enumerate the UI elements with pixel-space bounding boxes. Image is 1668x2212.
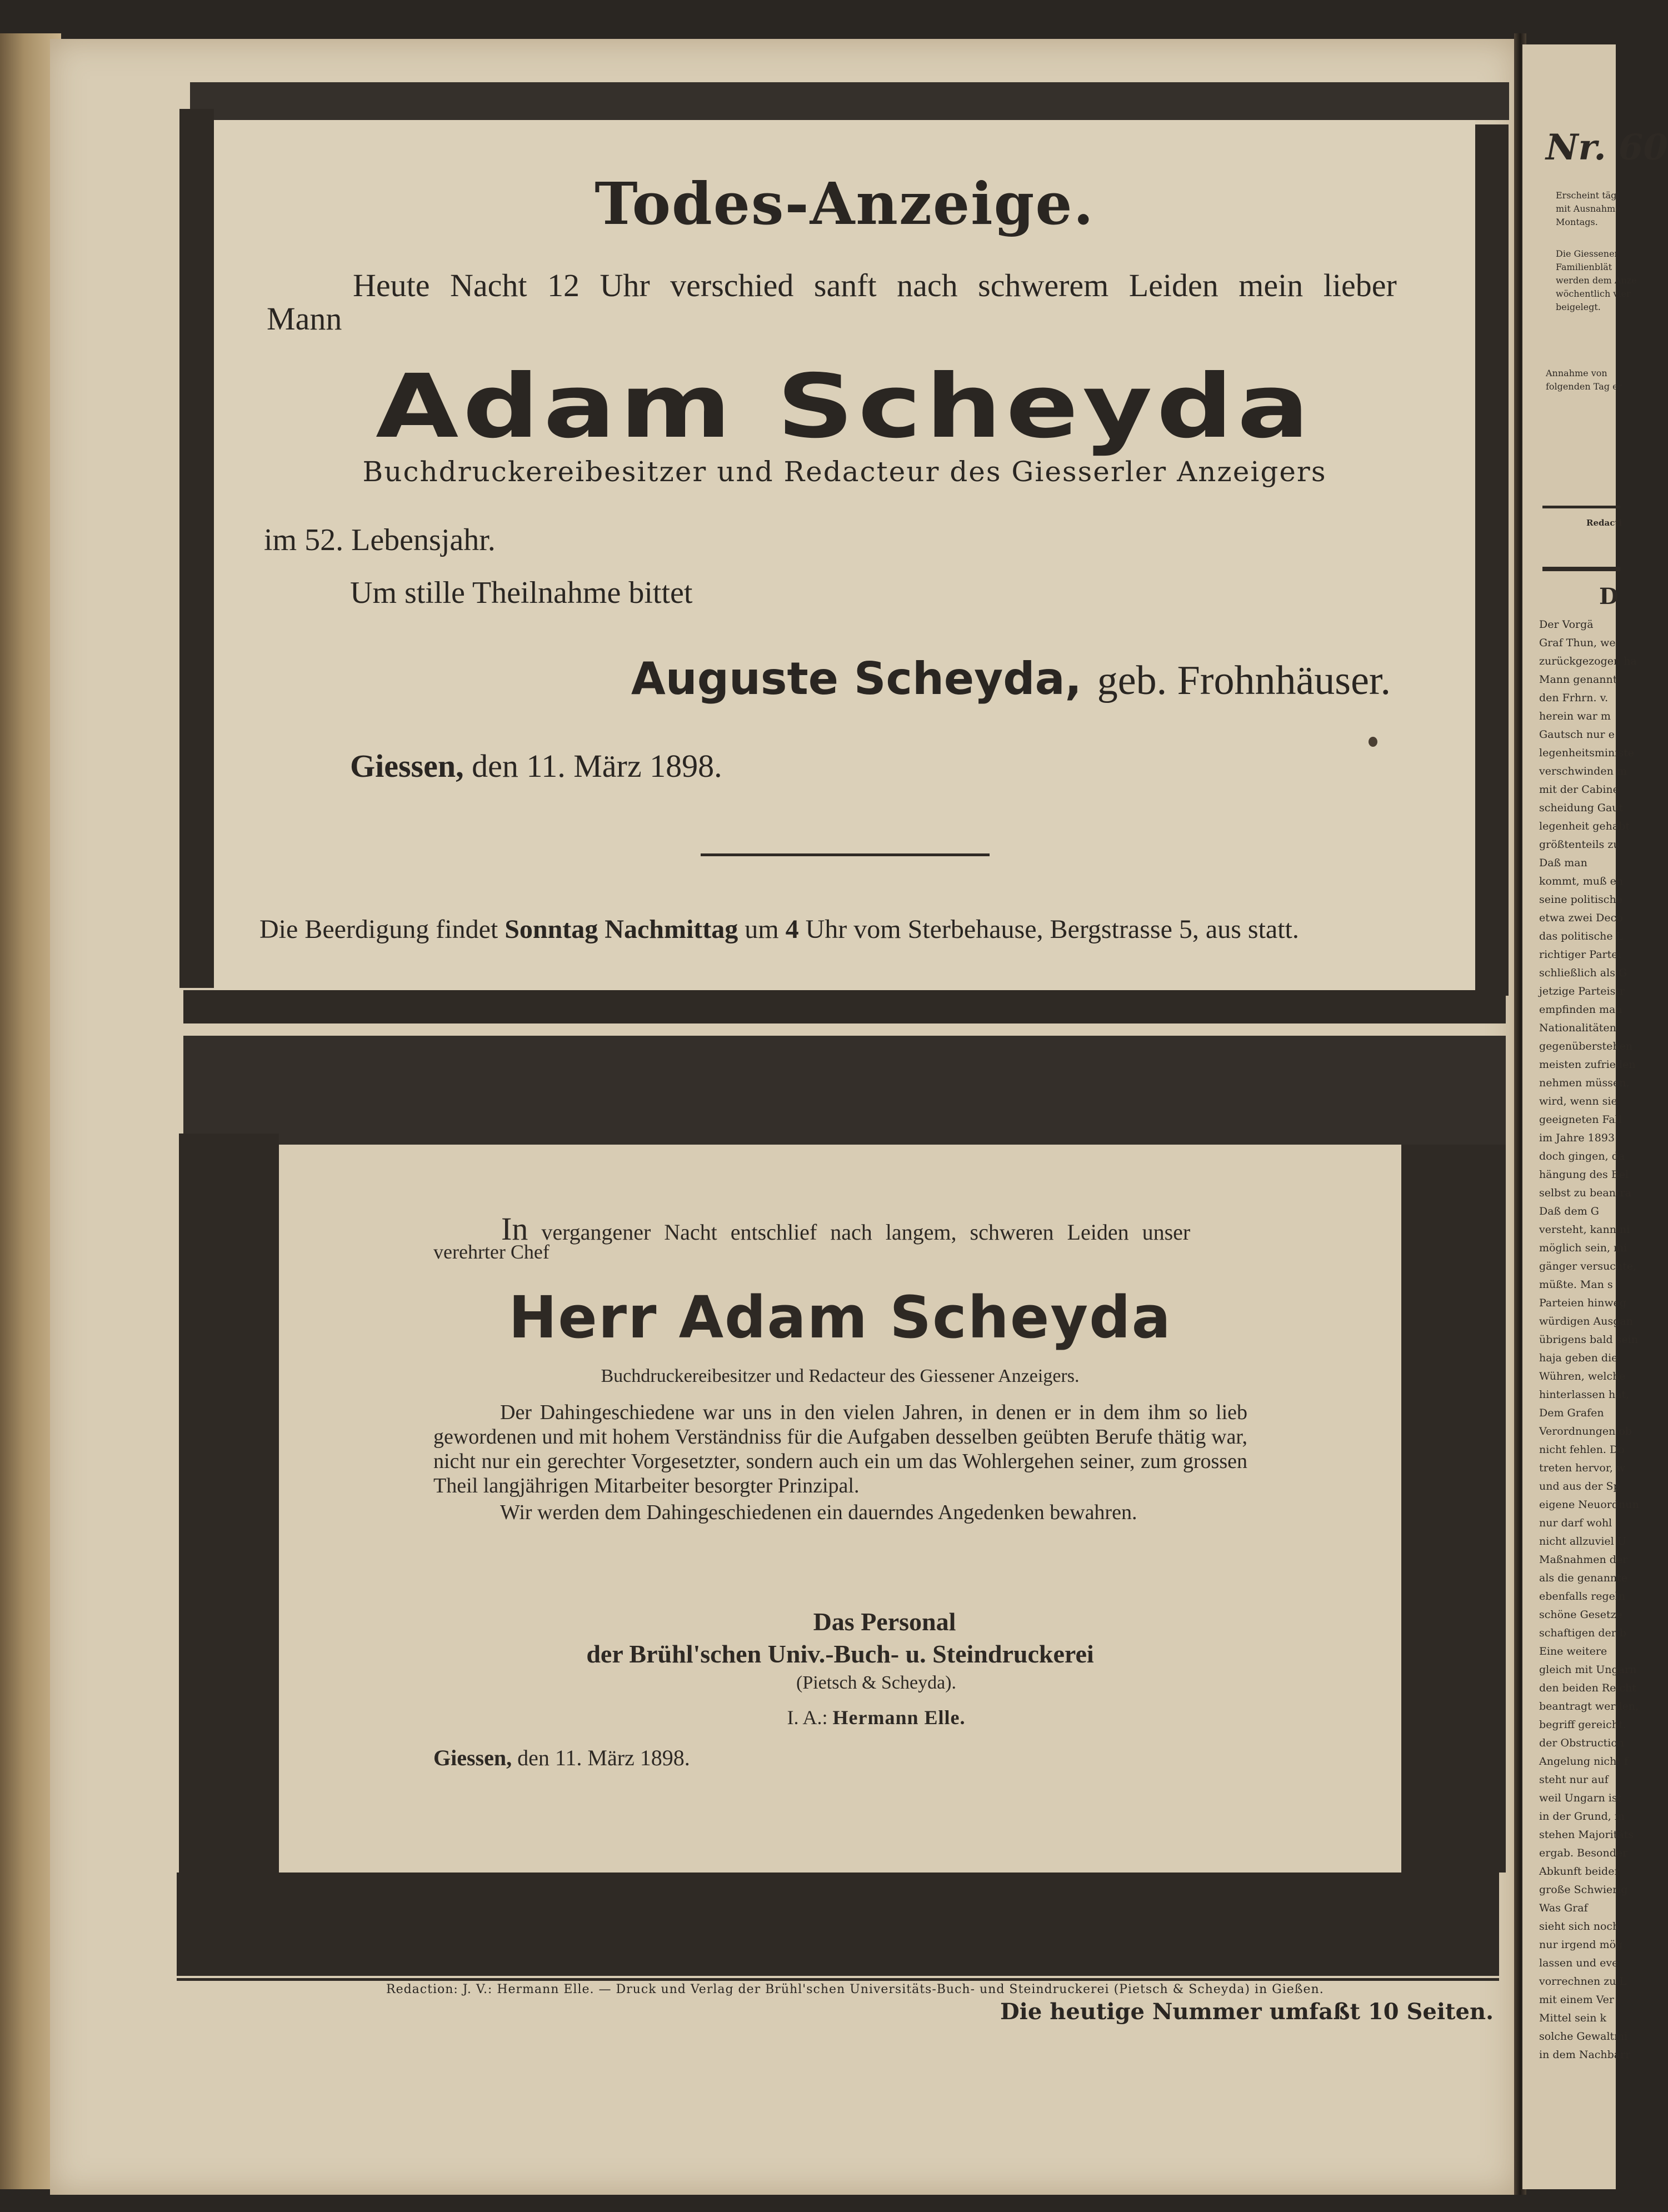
issue-number: Nr. 60: [1546, 127, 1668, 168]
place: Giessen,: [350, 748, 464, 784]
date: den 11. März 1898.: [517, 1745, 690, 1770]
funeral-location: Uhr vom Sterbehause, Bergstrasse 5, aus statt.: [805, 915, 1299, 944]
deceased-name: Herr Adam Scheyda: [508, 1284, 1172, 1351]
divider: [1542, 506, 1620, 508]
footer-rule: [177, 1978, 1499, 1981]
page-count-note: Die heutige Nummer umfaßt 10 Seiten.: [1000, 1999, 1494, 2025]
mourning-border-bottom: [183, 990, 1506, 1023]
funeral-day: Sonntag Nachmittag: [505, 915, 738, 944]
signer-name: Auguste Scheyda,: [631, 653, 1082, 705]
death-notice-family: [214, 120, 1475, 990]
mourning-border-left: [179, 1134, 279, 1873]
funeral-text: Die Beerdigung findet: [259, 915, 498, 944]
condolence-request: Um stille Theilnahme bittet: [350, 576, 693, 610]
signatory-name: Hermann Elle.: [832, 1706, 966, 1729]
mourning-border-left: [179, 109, 214, 988]
mourning-border-right: [1475, 124, 1509, 996]
article-heading: D: [1599, 583, 1619, 610]
signer: [631, 653, 1391, 705]
ad-acceptance-info: Annahme von folgenden Tag er: [1546, 368, 1622, 392]
signatory-prefix: I. A.:: [787, 1706, 828, 1729]
funeral-text: um: [745, 915, 779, 944]
deceased-title: Buchdruckereibesitzer und Redacteur des Giesserler Anzeigers: [362, 456, 1327, 488]
funeral-info: [259, 914, 1299, 945]
editorial-label: Redacti: [1586, 518, 1622, 528]
mourning-border-right: [1401, 1145, 1506, 1873]
tribute-text: [433, 1400, 1247, 1525]
staff-intro-continued: verehrter Chef: [433, 1241, 550, 1263]
place: Giessen,: [433, 1745, 512, 1770]
signatory: [279, 1706, 1401, 1729]
date: den 11. März 1898.: [472, 748, 722, 784]
firm-name: (Pietsch & Scheyda).: [796, 1672, 956, 1693]
deceased-title: Buchdruckereibesitzer und Redacteur des Giessener Anzeigers.: [601, 1366, 1080, 1386]
deceased-age: im 52. Lebensjahr.: [264, 523, 496, 557]
staff-signature: [279, 1606, 1401, 1670]
signer-birth-name: geb. Frohnhäuser.: [1097, 658, 1391, 703]
signature-line: der Brühl'schen Univ.-Buch- u. Steindruckerei: [586, 1640, 1094, 1668]
publication-info: Erscheint tägl mit Ausnahme Montags.: [1556, 190, 1621, 227]
imprint: Redaction: J. V.: Hermann Elle. — Druck und Verlag der Brühl'schen Universitäts-Buch- und Steindruckerei (Pietsch & Scheyda) in Gießen.: [386, 1983, 1324, 1996]
mourning-border-top: [183, 1036, 1506, 1145]
place-date: [433, 1745, 690, 1771]
deceased-name: Adam Scheyda: [376, 356, 1314, 458]
death-notice-staff: [279, 1145, 1401, 1873]
ink-spot: [1369, 737, 1377, 747]
notice-title: Todes-Anzeige.: [595, 169, 1095, 238]
drop-cap: In: [501, 1211, 528, 1247]
signature-line: Das Personal: [813, 1607, 956, 1636]
staff-intro: [501, 1210, 1190, 1247]
funeral-time: 4: [785, 915, 799, 944]
supplement-info: Die Giessener Familienblät werden dem Anze wöchentlich vier beigelegt.: [1556, 248, 1637, 312]
staff-intro-text: vergangener Nacht entschlief nach langem, schweren Leiden unser: [541, 1220, 1191, 1245]
tribute-paragraph: Wir werden dem Dahingeschiedenen ein dauerndes Angedenken bewahren.: [500, 1501, 1137, 1524]
mourning-border-top: [190, 82, 1509, 120]
notice-intro-continued: Mann: [267, 301, 342, 337]
mourning-border-bottom: [177, 1873, 1499, 1976]
divider: [1542, 567, 1620, 571]
place-date: [350, 747, 722, 785]
article-column: Der Vorgä Graf Thun, we zurückgezogen ha Mann genannt den Frhrn. v. herein war m Gautsch nur e legenheitsministe verschwinden m mit der Cabine scheidung Gaut legenheit gehabt größtenteils zu Daß man kommt, muß en seine politische etwa zwei Deco das politische L richtiger Partei schließlich als G jetzige Parteistr empfinden man Nationalitäten, gegenüberstehen meisten zufrieden nehmen müssen, wird, wenn sie geeigneten Fall im Jahre 1893 doch gingen, da hängung des Bel selbst zu beantra Daß dem G versteht, kann ni möglich sein, mi gänger versuchte, müßte. Man s Parteien hinweg würdigen Ausgan übrigens bald sein haja geben die Wühren, welche hinterlassen hat, Dem Grafen Verordnungen ob nicht fehlen. Do treten hervor, w und aus der Sp eigene Neuordnun nur darf wohl nicht allzuviel U Maßnahmen der als die genannte ebenfalls regeln schöne Gesetze schaftigen der b Eine weitere gleich mit Ungarn den beiden Reicht beantragt werden, begriff gereicht. der Obstruction Angelung nicht f steht nur auf weil Ungarn ist in der Grund, m stehen Majoritäts ergab. Besonder Abkunft beider große Schwierig Was Graf sieht sich noch nur irgend mög lassen und eve vorrechnen zu L mit einem Ver Mittel sein k solche Gewaltmi in dem Nachbarr: [1539, 618, 1639, 2061]
notice-intro: Heute Nacht 12 Uhr verschied sanft nach schwerem Leiden mein lieber: [353, 267, 1397, 303]
separator-rule: [701, 853, 990, 856]
tribute-paragraph: Der Dahingeschiedene war uns in den vielen Jahren, in denen er in dem ihm so lieb gewordenen und mit hohem Verständniss für die Aufgaben desselben geübten Berufe thätig war, nicht nur ein gerechter Vorgesetzter, sondern auch ein um das Wohlergehen seiner, zum grossen Theil langjährigen Mitarbeiter besorgter Prinzipal.: [433, 1401, 1247, 1497]
